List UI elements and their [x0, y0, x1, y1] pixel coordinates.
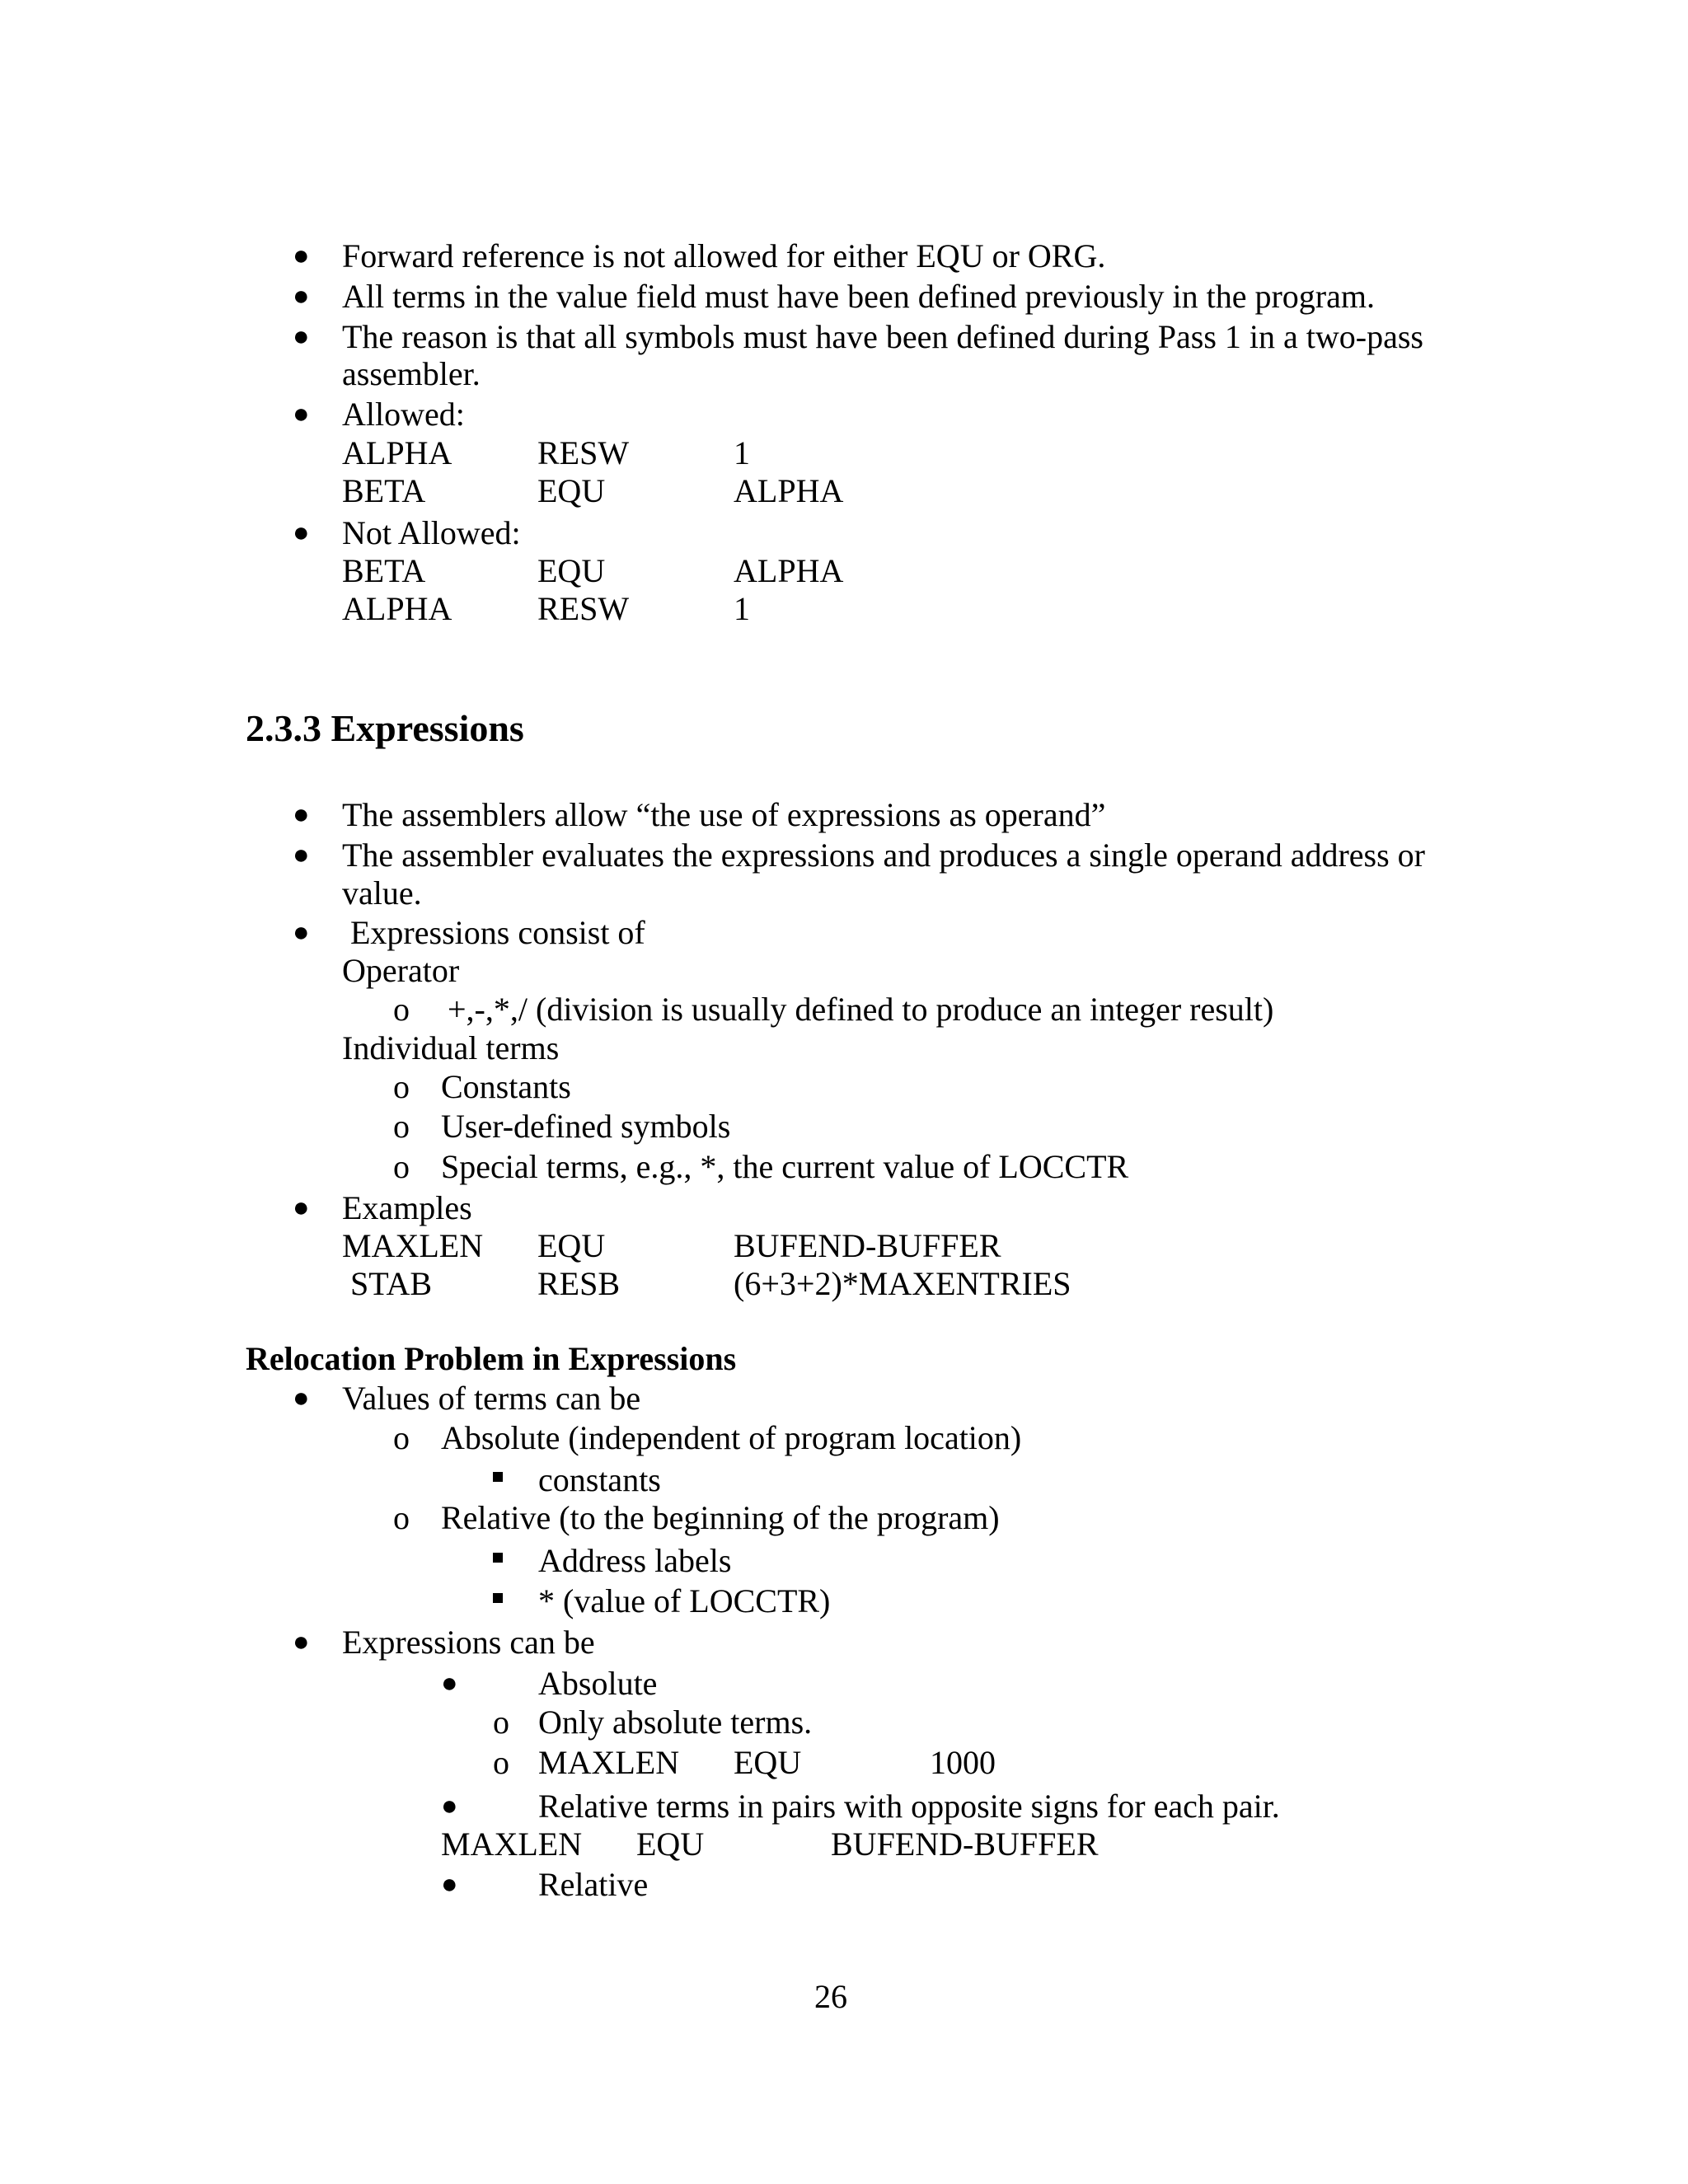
- bullet-icon: ●: [441, 1869, 458, 1900]
- not-allowed-label: Not Allowed:: [342, 514, 521, 551]
- bullet-reason-line1: The reason is that all symbols must have been defined during Pass 1 in a two-pass: [342, 318, 1423, 355]
- code-opcode: EQU: [636, 1825, 705, 1863]
- code-label: BETA: [342, 472, 426, 509]
- code-label: MAXLEN: [342, 1227, 484, 1264]
- bullet-icon: ●: [293, 281, 310, 312]
- relative-term: Relative (to the beginning of the program): [441, 1499, 1000, 1536]
- allowed-label: Allowed:: [342, 396, 465, 433]
- bullet-icon: ●: [293, 321, 310, 352]
- bullet-icon: ●: [293, 399, 310, 429]
- section-heading: 2.3.3 Expressions: [246, 707, 524, 749]
- examples-label: Examples: [342, 1189, 472, 1226]
- code-opcode: EQU: [537, 552, 606, 589]
- operator-item: +,-,*,/ (division is usually defined to produce an integer result): [448, 991, 1274, 1028]
- bullet-icon: ●: [293, 917, 310, 948]
- code-operand: BUFEND-BUFFER: [831, 1825, 1099, 1863]
- code-opcode: EQU: [537, 1227, 606, 1264]
- expressions-can-be: Expressions can be: [342, 1624, 595, 1661]
- bullet-icon: ●: [293, 799, 310, 830]
- absolute-label: Absolute: [538, 1665, 658, 1702]
- bullet-evaluates-line2: value.: [342, 874, 422, 912]
- code-label: ALPHA: [342, 590, 452, 627]
- pairs-label: Relative terms in pairs with opposite signs for each pair.: [538, 1788, 1280, 1825]
- bullet-consist-of: Expressions consist of: [350, 914, 645, 951]
- relative-sub: * (value of LOCCTR): [538, 1582, 831, 1619]
- code-opcode: RESW: [537, 590, 630, 627]
- bullet-icon: ●: [293, 840, 310, 870]
- bullet-evaluates-line1: The assembler evaluates the expressions and produces a single operand address or: [342, 837, 1426, 874]
- code-operand: 1: [734, 434, 750, 471]
- code-opcode: EQU: [537, 472, 606, 509]
- circle-bullet-icon: o: [393, 1419, 410, 1456]
- bullet-icon: ●: [293, 1627, 310, 1657]
- code-label: MAXLEN: [538, 1744, 680, 1781]
- square-bullet-icon: [493, 1553, 503, 1563]
- code-label: ALPHA: [342, 434, 452, 471]
- code-opcode: RESB: [537, 1265, 621, 1302]
- absolute-item: Only absolute terms.: [538, 1704, 813, 1741]
- circle-bullet-icon: o: [393, 1108, 410, 1145]
- bullet-icon: ●: [441, 1668, 458, 1699]
- absolute-sub: constants: [538, 1461, 661, 1498]
- code-operand: ALPHA: [734, 552, 844, 589]
- code-opcode: RESW: [537, 434, 630, 471]
- terms-item: User-defined symbols: [441, 1108, 731, 1145]
- circle-bullet-icon: o: [493, 1744, 509, 1781]
- code-opcode: EQU: [734, 1744, 802, 1781]
- relative-label: Relative: [538, 1866, 649, 1903]
- bullet-icon: ●: [293, 518, 310, 548]
- code-operand: ALPHA: [734, 472, 844, 509]
- bullet-expressions-operand: The assemblers allow “the use of expressions as operand”: [342, 796, 1106, 833]
- terms-label: Individual terms: [342, 1029, 560, 1066]
- circle-bullet-icon: o: [493, 1704, 509, 1741]
- square-bullet-icon: [493, 1593, 503, 1603]
- code-label: MAXLEN: [441, 1825, 583, 1863]
- values-of-terms: Values of terms can be: [342, 1380, 641, 1417]
- operator-label: Operator: [342, 952, 460, 989]
- terms-item: Special terms, e.g., *, the current value of LOCCTR: [441, 1148, 1129, 1185]
- page-number: 26: [814, 1978, 847, 2015]
- code-label: BETA: [342, 552, 426, 589]
- code-label: STAB: [350, 1265, 433, 1302]
- circle-bullet-icon: o: [393, 1068, 410, 1105]
- code-operand: BUFEND-BUFFER: [734, 1227, 1001, 1264]
- bullet-reason-line2: assembler.: [342, 355, 481, 392]
- circle-bullet-icon: o: [393, 1148, 410, 1185]
- terms-item: Constants: [441, 1068, 571, 1105]
- code-operand: (6+3+2)*MAXENTRIES: [734, 1265, 1071, 1302]
- circle-bullet-icon: o: [393, 991, 410, 1028]
- bullet-icon: ●: [293, 1383, 310, 1413]
- subsection-heading: Relocation Problem in Expressions: [246, 1340, 737, 1377]
- absolute-term: Absolute (independent of program location): [441, 1419, 1022, 1456]
- bullet-icon: ●: [293, 241, 310, 271]
- relative-sub: Address labels: [538, 1542, 732, 1579]
- bullet-icon: ●: [293, 1193, 310, 1223]
- code-operand: 1000: [930, 1744, 996, 1781]
- bullet-icon: ●: [441, 1791, 458, 1821]
- code-operand: 1: [734, 590, 750, 627]
- square-bullet-icon: [493, 1472, 503, 1482]
- circle-bullet-icon: o: [393, 1499, 410, 1536]
- bullet-forward-reference: Forward reference is not allowed for either EQU or ORG.: [342, 237, 1106, 274]
- bullet-terms-defined: All terms in the value field must have been defined previously in the program.: [342, 278, 1375, 315]
